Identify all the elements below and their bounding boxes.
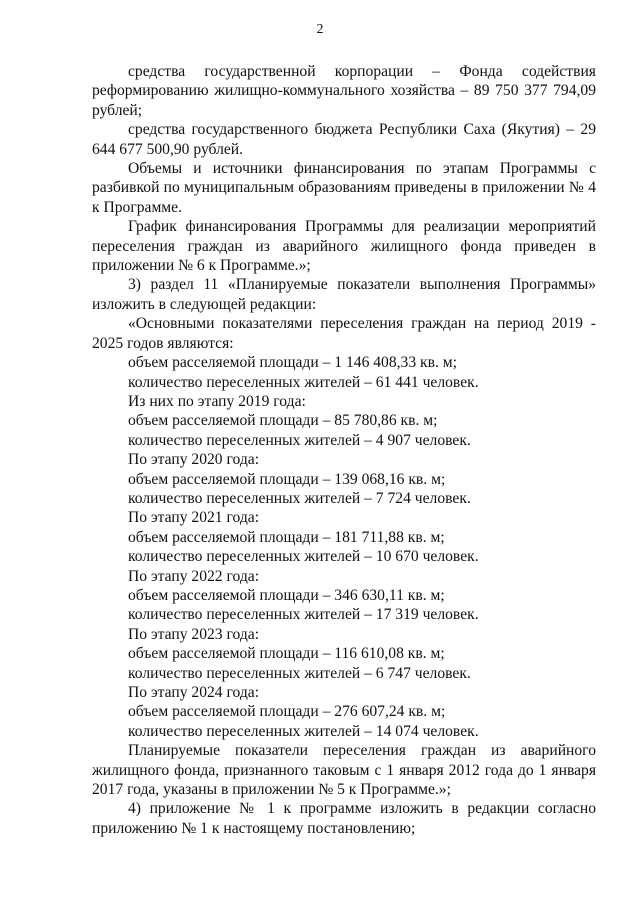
list-item: количество переселенных жителей – 4 907 человек.	[128, 431, 471, 449]
list-item: объем расселяемой площади – 116 610,08 кв. м;	[128, 645, 445, 663]
list-item: объем расселяемой площади – 346 630,11 кв. м;	[128, 586, 445, 604]
list-item: По этапу 2022 года:	[128, 567, 260, 585]
list-item: количество переселенных жителей – 6 747 человек.	[128, 664, 471, 682]
document-body	[92, 62, 596, 838]
list-item: По этапу 2020 года:	[128, 451, 260, 469]
list-item: количество переселенных жителей – 61 441 человек.	[128, 373, 479, 391]
list-item: количество переселенных жителей – 17 319 человек.	[128, 606, 479, 624]
page-number: 2	[316, 22, 324, 37]
list-item: объем расселяемой площади – 139 068,16 кв. м;	[128, 470, 446, 488]
paragraph-appendix-1: 4) приложение № 1 к программе изложить в редакции согласно приложению № 1 к настоящему постановлению;	[92, 800, 596, 837]
paragraph-republic-budget: средства государственного бюджета Республики Саха (Якутия) – 29 644 677 500,90 рублей.	[92, 121, 596, 158]
paragraph-fund-funding: средства государственной корпорации – Фонда содействия реформированию жилищно-коммунального хозяйства – 89 750 377 794,09 рублей;	[92, 63, 596, 119]
paragraph-section-11: 3) раздел 11 «Планируемые показатели выполнения Программы» изложить в следующей редакции:	[92, 276, 596, 313]
list-item: Из них по этапу 2019 года:	[128, 392, 306, 410]
list-item: количество переселенных жителей – 7 724 человек.	[128, 489, 471, 507]
list-item: По этапу 2024 года:	[128, 684, 260, 701]
list-item: количество переселенных жителей – 10 670 человек.	[128, 548, 479, 566]
list-item: По этапу 2021 года:	[128, 509, 260, 527]
paragraph-planned-indicators: Планируемые показатели переселения граждан из аварийного жилищного фонда, признанного таковым с 1 января 2012 года до 1 января 2017 года, указаны в приложении № 5 к Программе.»;	[92, 742, 596, 799]
paragraph-financing-stages: Объемы и источники финансирования по этапам Программы с разбивкой по муниципальным образованиям приведены в приложении № 4 к Программе.	[92, 160, 596, 216]
paragraph-main-indicators: «Основными показателями переселения граждан на период 2019 - 2025 годов являются:	[92, 315, 596, 352]
list-item: По этапу 2023 года:	[128, 625, 260, 643]
list-item: объем расселяемой площади – 85 780,86 кв. м;	[128, 412, 438, 430]
list-item: объем расселяемой площади – 276 607,24 кв. м;	[128, 703, 446, 721]
list-item: количество переселенных жителей – 14 074 человек.	[128, 722, 479, 740]
list-item: объем расселяемой площади – 181 711,88 кв. м;	[128, 528, 445, 546]
list-item: объем расселяемой площади – 1 146 408,33 кв. м;	[128, 354, 457, 372]
paragraph-financing-schedule: График финансирования Программы для реализации мероприятий переселения граждан из аварийного жилищного фонда приведен в приложении № 6 к Программе.»;	[92, 218, 596, 275]
